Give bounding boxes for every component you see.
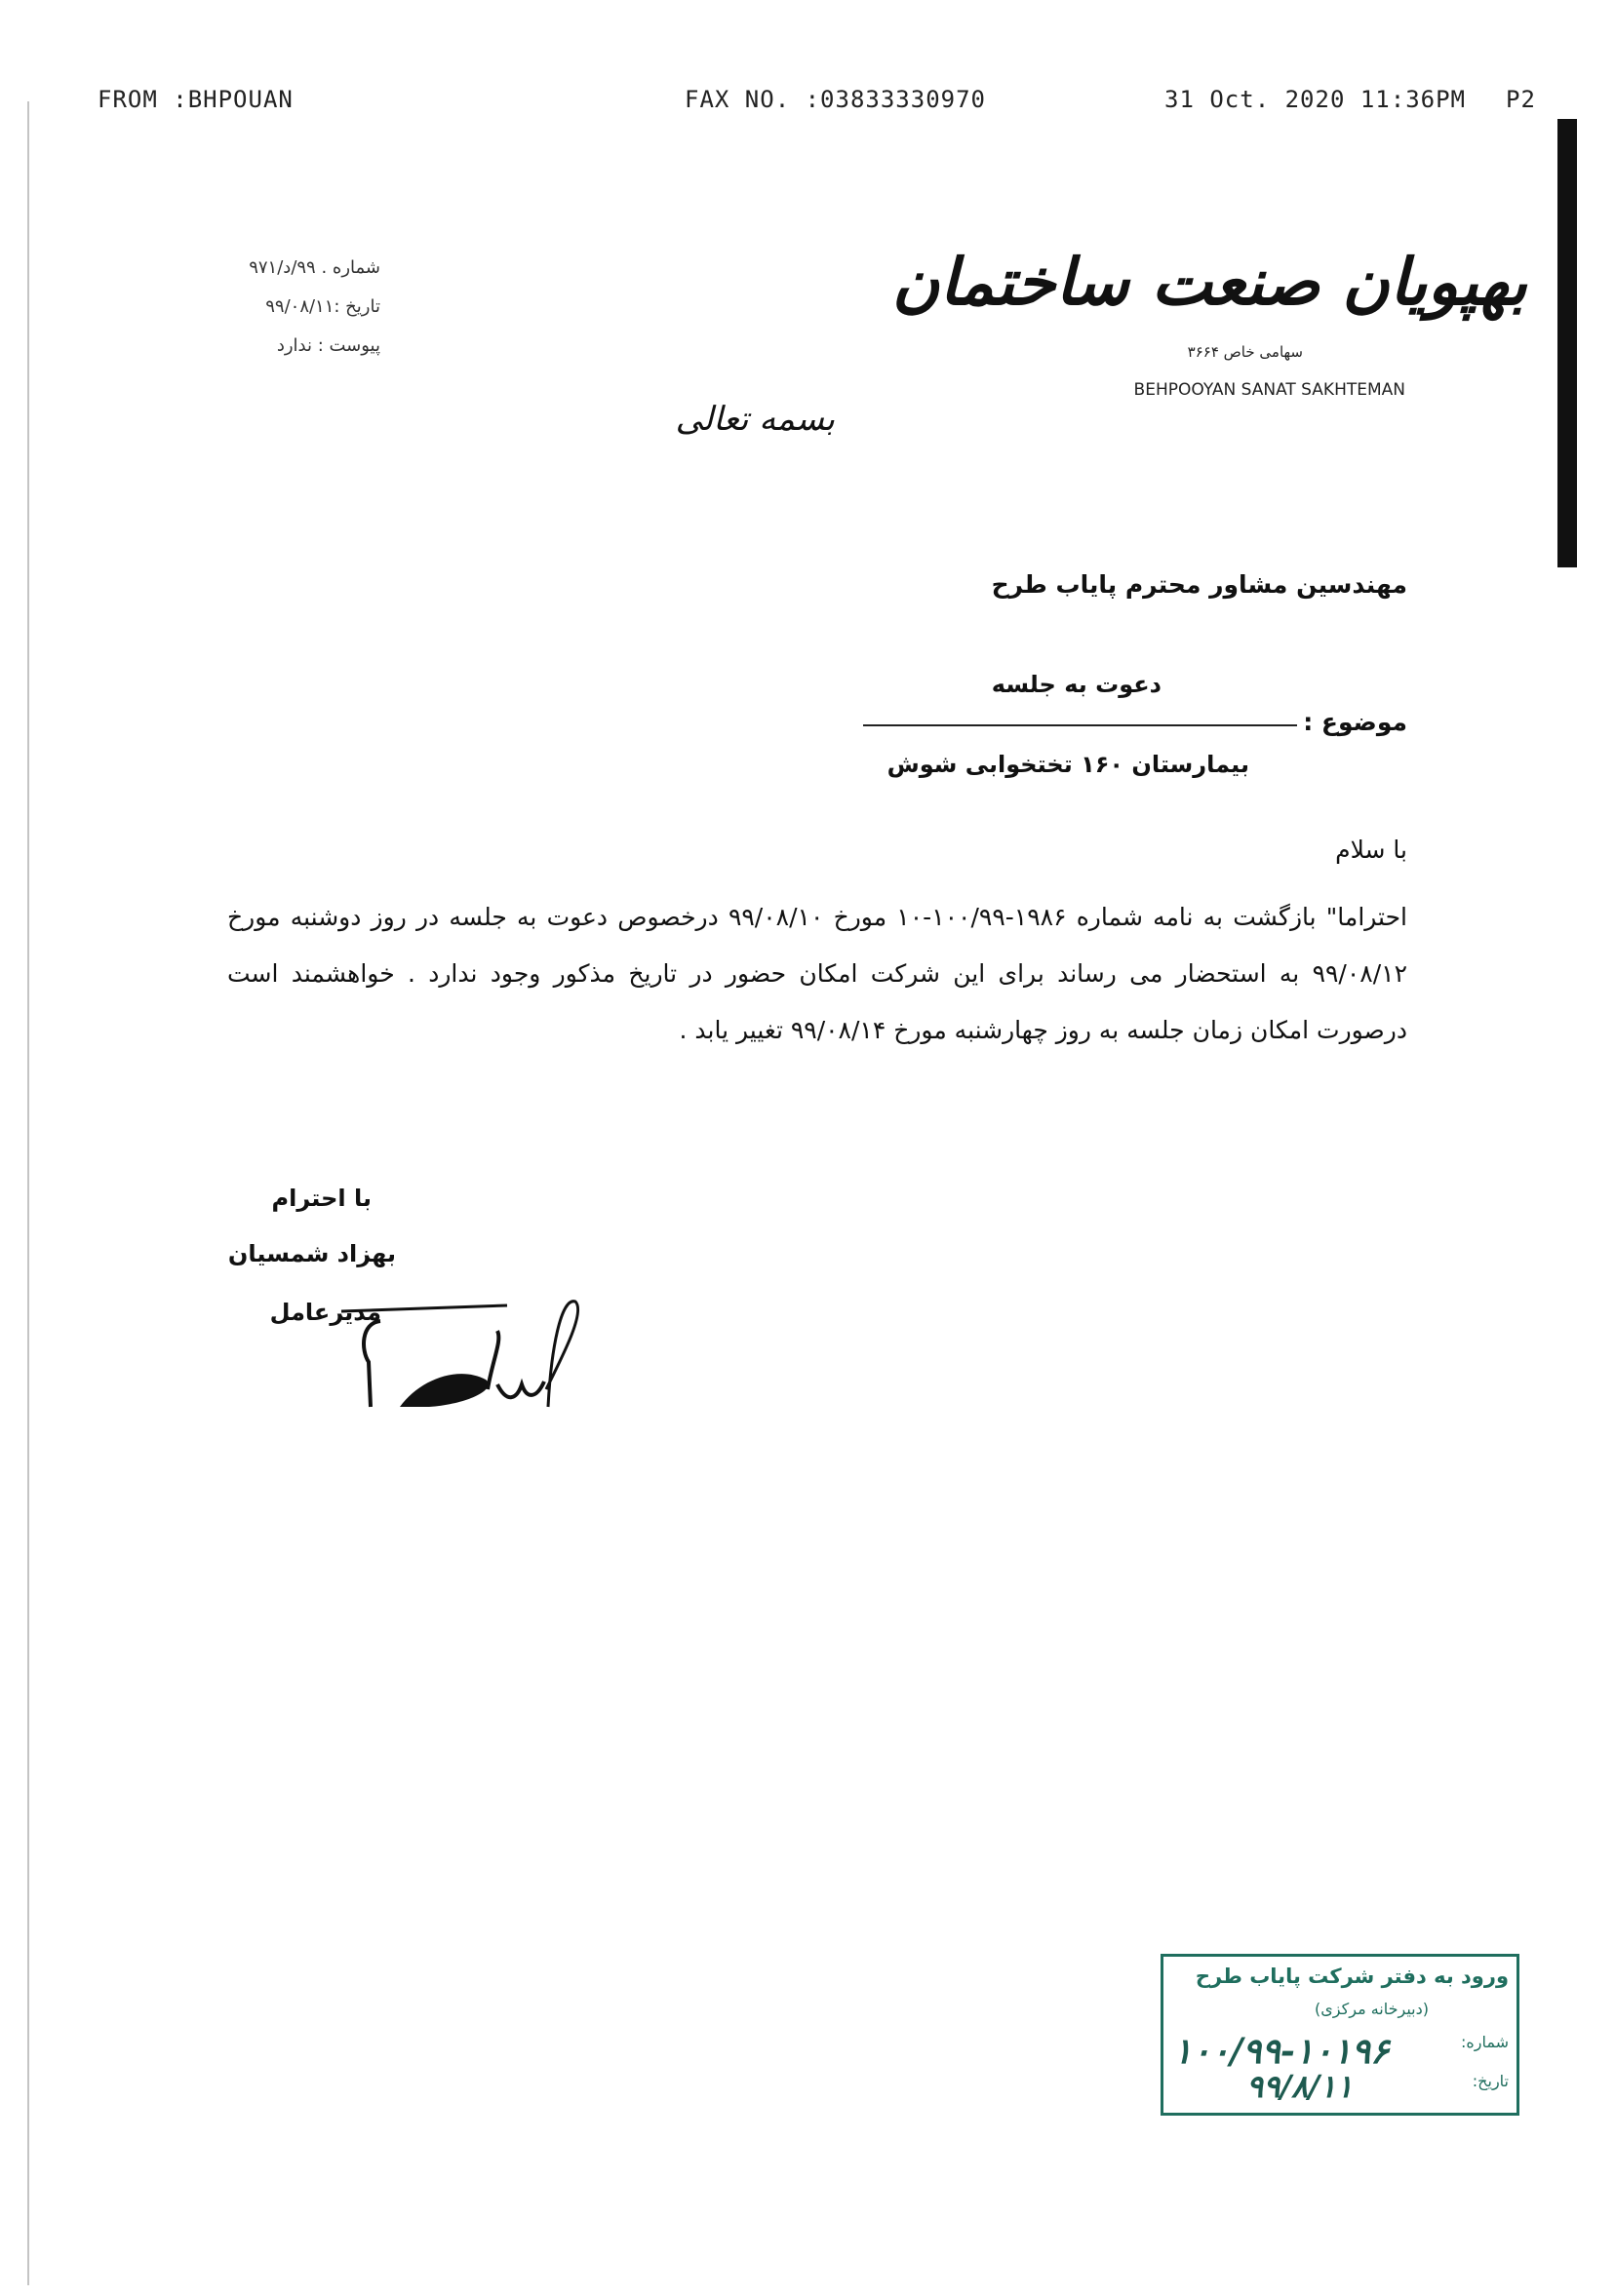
letter-date: تاریخ :۹۹/۰۸/۱۱ [265,296,380,317]
letter-attachment: پیوست : ندارد [276,335,380,356]
handwritten-signature [322,1292,605,1419]
company-name-english: BEHPOOYAN SANAT SAKHTEMAN [1133,380,1405,400]
fax-datetime: 31 Oct. 2020 11:36PM [1164,86,1466,113]
fax-page: P2 [1506,86,1536,113]
subject-underline [863,724,1297,726]
subject-detail: بیمارستان ۱۶۰ تختخوابی شوش [886,751,1249,778]
subject-title: دعوت به جلسه [991,671,1162,698]
signer-title: مدیرعامل [269,1299,381,1326]
company-subtitle: سهامی خاص ۳۶۶۴ [1187,343,1303,361]
closing: با احترام [271,1185,372,1212]
company-logo-text: بهپویان صنعت ساختمان [891,244,1527,320]
subject-label: موضوع : [1303,708,1407,736]
stamp-number-label: شماره: [1460,2033,1509,2051]
greeting: با سلام [1335,836,1407,864]
fax-from: FROM :BHPOUAN [98,86,294,113]
letter-body: احتراما" بازگشت به نامه شماره ۱۹۸۶-۱۰۰/۹۹-۱۰ مورخ ۹۹/۰۸/۱۰ درخصوص دعوت به جلسه در روز دوشنبه مورخ ۹۹/۰۸/۱۲ به استحضار می رساند برای این شرکت امکان حضور در تاریخ مذکور وجود ندارد . خواهشمند است درصورت امکان زمان جلسه به روز چهارشنبه مورخ ۹۹/۰۸/۱۴ تغییر یابد . [227,903,1407,1044]
stamp-number-value: ۱۰۰/۹۹-۱۰۱۹۶ [1173,2031,1390,2072]
stamp-date-label: تاریخ: [1472,2072,1509,2090]
fax-number: FAX NO. :03833330970 [685,86,986,113]
page-edge-line [27,101,29,2285]
fax-edge-bar [1557,119,1577,567]
stamp-subtitle: (دبیرخانه مرکزی) [1315,2000,1429,2018]
stamp-date-value: ۹۹/۸/۱۱ [1246,2068,1354,2105]
signer-name: بهزاد شمسیان [227,1240,396,1267]
stamp-title: ورود به دفتر شرکت پایاب طرح [1195,1965,1509,1988]
reception-stamp [1161,1954,1519,2116]
bismillah-heading: بسمه تعالی [675,400,835,439]
addressee: مهندسین مشاور محترم پایاب طرح [991,570,1407,599]
letter-number: شماره . ۹۹/د/۹۷۱ [249,257,380,278]
